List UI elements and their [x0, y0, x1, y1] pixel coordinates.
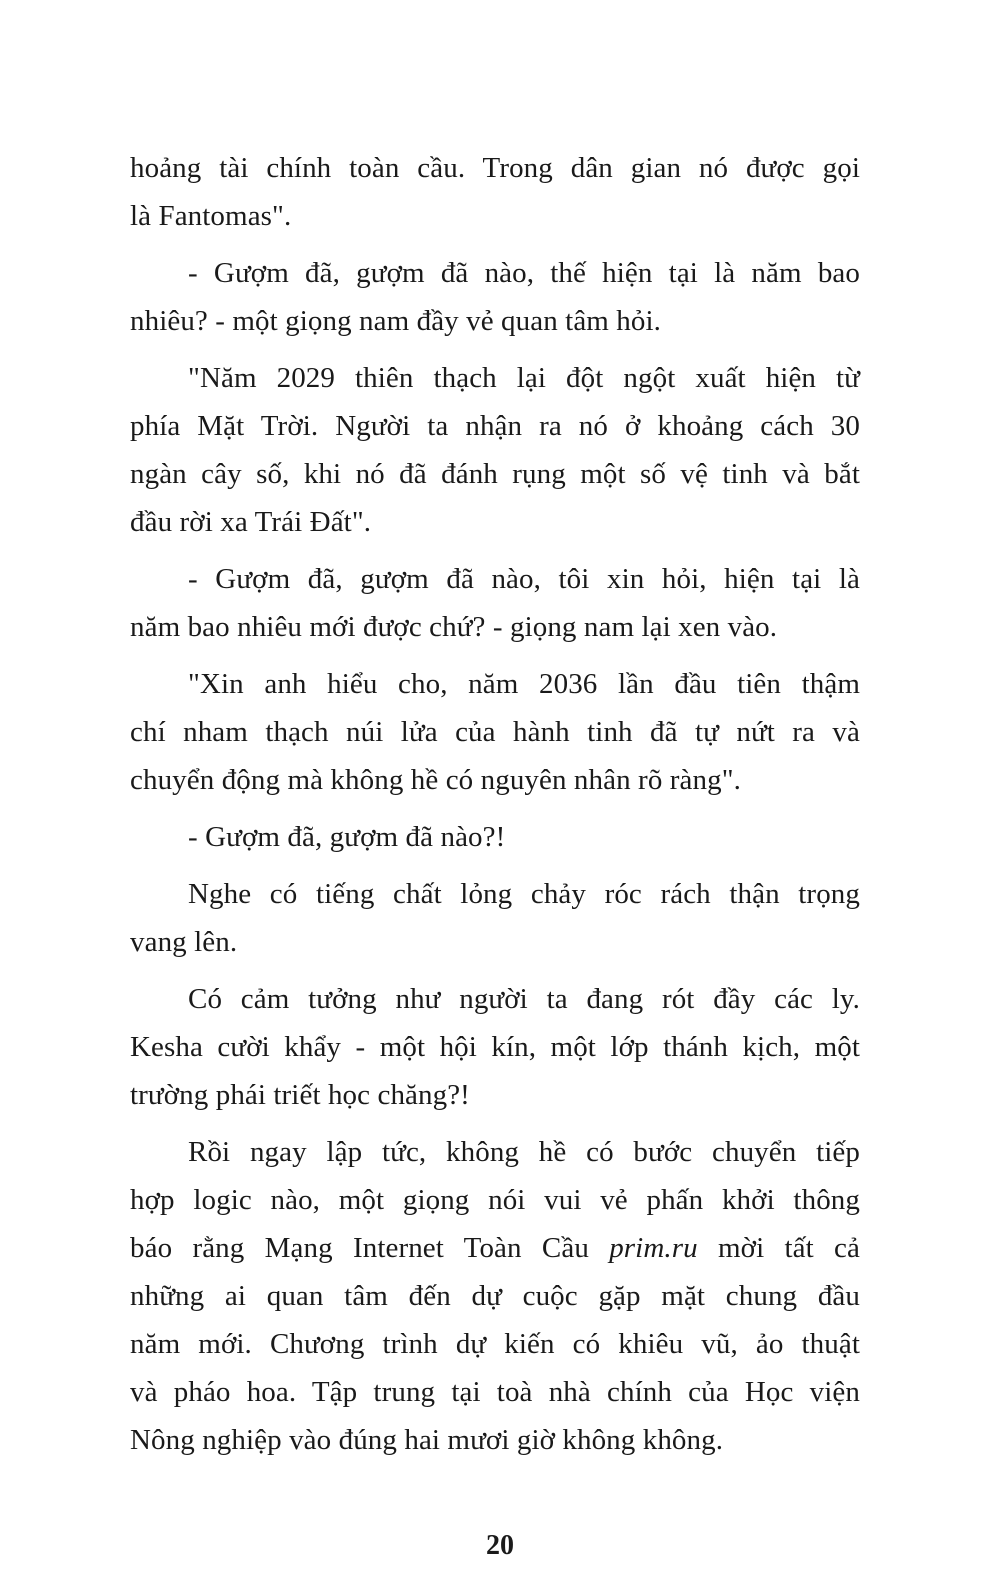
site-name: prim.ru	[609, 1232, 698, 1264]
text-line: đầu rời xa Trái Đất".	[130, 506, 372, 538]
text-line: - Gượm đã, gượm đã nào, tôi xin hỏi, hiện tại là	[188, 563, 860, 595]
text-line: - Gượm đã, gượm đã nào, thế hiện tại là năm bao	[188, 257, 860, 289]
text-line: hợp logic nào, một giọng nói vui vẻ phấn khởi thông	[130, 1184, 860, 1216]
page-number: 20	[486, 1530, 514, 1561]
text-line: là Fantomas".	[130, 200, 292, 232]
paragraph-2	[130, 249, 860, 345]
text-line: chí nham thạch núi lửa của hành tinh đã tự nứt ra và	[130, 716, 860, 748]
text-segment: mời tất cả	[697, 1232, 860, 1264]
paragraph-7	[130, 870, 860, 966]
paragraph-8	[130, 975, 860, 1119]
text-line: vang lên.	[130, 926, 238, 958]
text-line: Nghe có tiếng chất lỏng chảy róc rách thận trọng	[188, 878, 860, 910]
page-body	[130, 144, 860, 1473]
paragraph-5	[130, 660, 860, 804]
paragraph-3	[130, 354, 860, 546]
text-line: Rồi ngay lập tức, không hề có bước chuyển tiếp	[188, 1136, 860, 1168]
text-line: hoảng tài chính toàn cầu. Trong dân gian nó được gọi	[130, 152, 860, 184]
text-line: trường phái triết học chăng?!	[130, 1079, 470, 1111]
text-segment: báo rằng Mạng Internet Toàn Cầu	[130, 1232, 610, 1264]
text-line: phía Mặt Trời. Người ta nhận ra nó ở khoảng cách 30	[130, 410, 860, 442]
paragraph-6	[130, 813, 860, 861]
text-line: những ai quan tâm đến dự cuộc gặp mặt chung đầu	[130, 1280, 860, 1312]
text-line: ngàn cây số, khi nó đã đánh rụng một số vệ tinh và bắt	[130, 458, 860, 490]
text-line-with-site	[130, 1224, 860, 1272]
text-line: "Năm 2029 thiên thạch lại đột ngột xuất hiện từ	[188, 362, 860, 394]
paragraph-1	[130, 144, 860, 240]
text-line: Kesha cười khẩy - một hội kín, một lớp thánh kịch, một	[130, 1031, 860, 1063]
paragraph-9	[130, 1128, 860, 1464]
text-line: Có cảm tưởng như người ta đang rót đầy các ly.	[188, 983, 860, 1015]
text-line: nhiêu? - một giọng nam đầy vẻ quan tâm hỏi.	[130, 305, 662, 337]
text-line: và pháo hoa. Tập trung tại toà nhà chính của Học viện	[130, 1376, 860, 1408]
text-line: "Xin anh hiểu cho, năm 2036 lần đầu tiên thậm	[188, 668, 860, 700]
text-line: - Gượm đã, gượm đã nào?!	[188, 821, 506, 853]
text-line: Nông nghiệp vào đúng hai mươi giờ không không.	[130, 1424, 724, 1456]
text-line: năm mới. Chương trình dự kiến có khiêu vũ, ảo thuật	[130, 1328, 860, 1360]
text-line: chuyển động mà không hề có nguyên nhân rõ ràng".	[130, 764, 741, 796]
text-line: năm bao nhiêu mới được chứ? - giọng nam lại xen vào.	[130, 611, 778, 643]
paragraph-4	[130, 555, 860, 651]
